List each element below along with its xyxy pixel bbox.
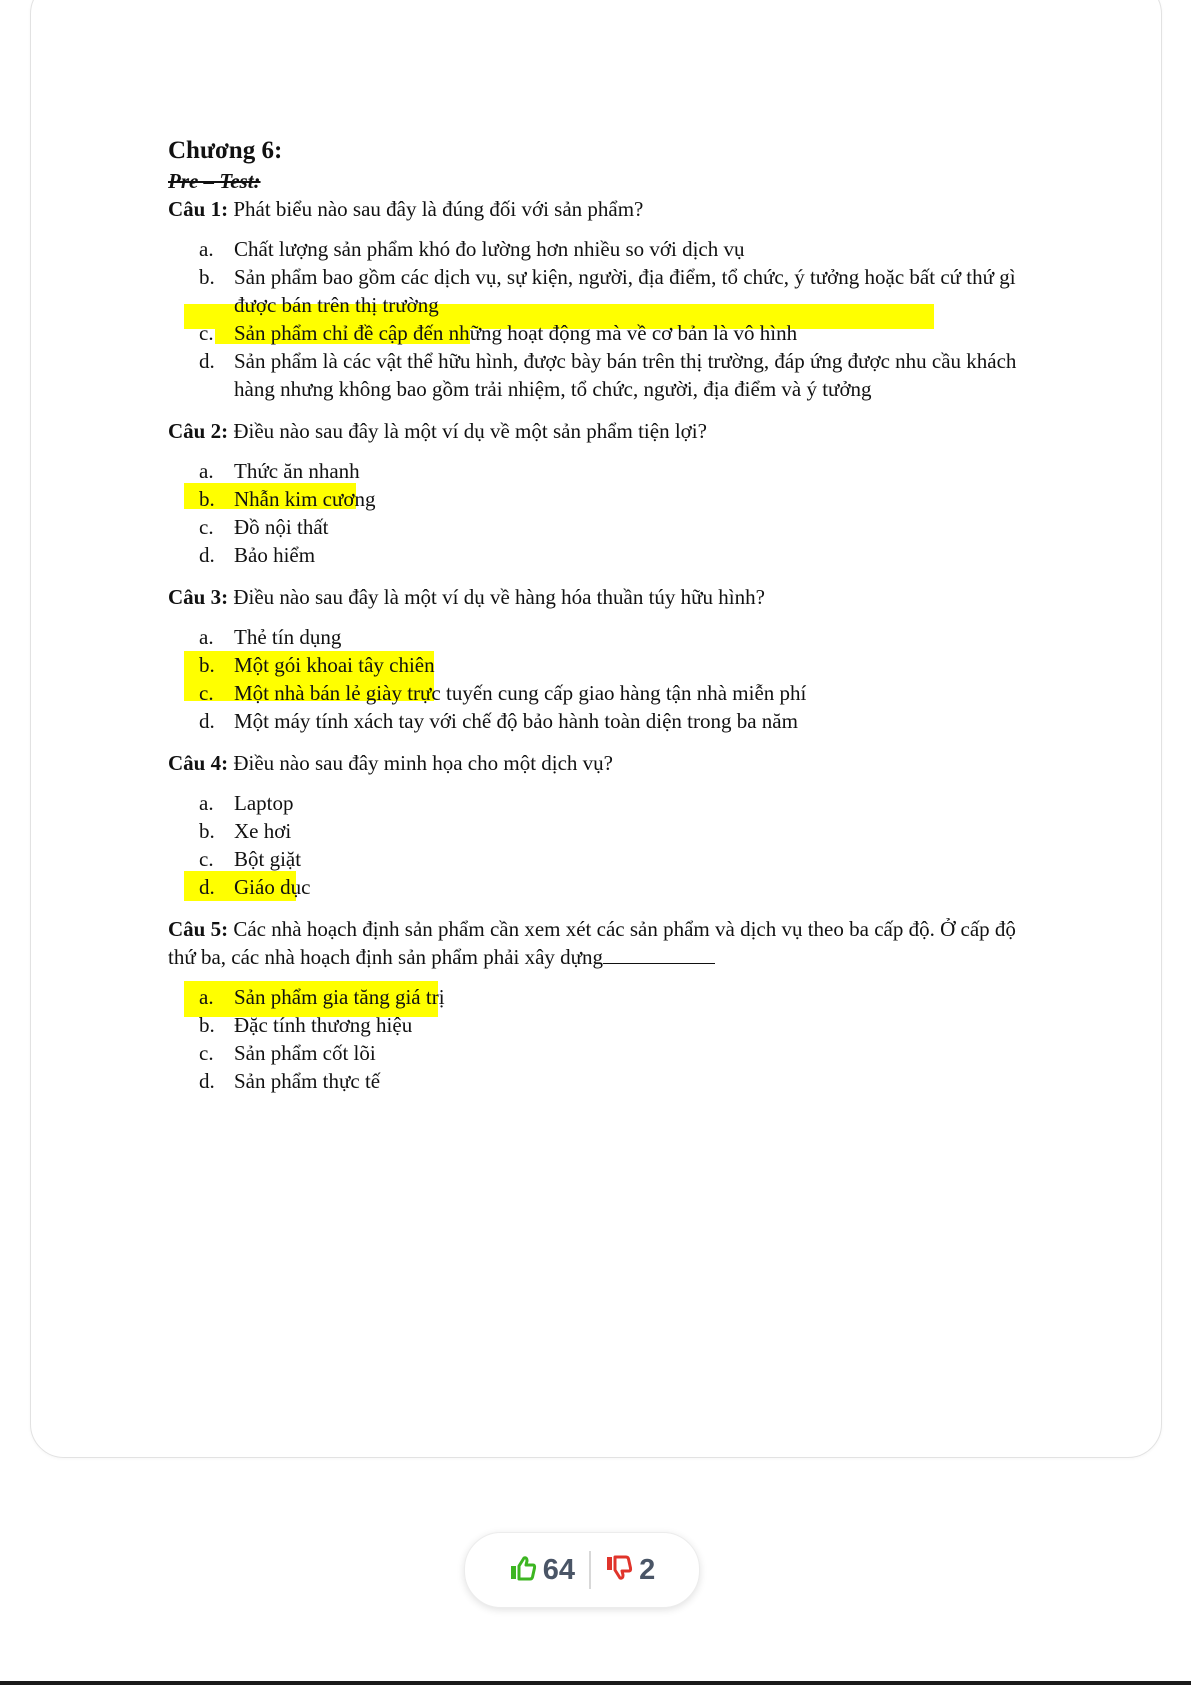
option-text: Sản phẩm thực tế [234, 1069, 381, 1093]
options-list [168, 623, 1018, 735]
like-button[interactable] [495, 1554, 589, 1587]
option-text: Đặc tính thương hiệu [234, 1013, 413, 1037]
options-list [168, 983, 1018, 1095]
option-letter: a. [199, 237, 214, 261]
option-5b [168, 1011, 1018, 1039]
options-list [168, 789, 1018, 901]
dislike-button[interactable] [591, 1554, 669, 1587]
option-letter: c. [199, 515, 214, 539]
option-text: Laptop [234, 791, 294, 815]
option-letter: c. [199, 681, 214, 705]
like-count: 64 [542, 1553, 576, 1586]
question-text: Điều nào sau đây minh họa cho một dịch vụ? [233, 751, 614, 775]
option-1a [168, 235, 1018, 263]
option-letter: d. [199, 1069, 215, 1093]
option-2a [168, 457, 1018, 485]
option-3d [168, 707, 1018, 735]
option-text: Bột giặt [234, 847, 302, 871]
option-text: Sản phẩm chỉ đề cập đến những hoạt động mà về cơ bản là vô hình [234, 321, 798, 345]
option-letter: d. [199, 349, 215, 373]
vote-bar [464, 1532, 700, 1608]
option-3a [168, 623, 1018, 651]
option-text: Thẻ tín dụng [234, 625, 342, 649]
question-4 [168, 749, 1018, 777]
document-content [168, 135, 1018, 1109]
question-label: Câu 3: [168, 585, 229, 609]
question-label: Câu 5: [168, 917, 229, 941]
question-label: Câu 1: [168, 197, 229, 221]
question-3 [168, 583, 1018, 611]
option-letter: c. [199, 1041, 214, 1065]
question-label: Câu 4: [168, 751, 229, 775]
option-text: Một nhà bán lẻ giày trực tuyến cung cấp giao hàng tận nhà miễn phí [234, 681, 807, 705]
option-5c [168, 1039, 1018, 1067]
question-text: Điều nào sau đây là một ví dụ về một sản phẩm tiện lợi? [233, 419, 707, 443]
option-text: Sản phẩm gia tăng giá trị [234, 985, 445, 1009]
question-label: Câu 2: [168, 419, 229, 443]
option-1d [168, 347, 1018, 403]
option-letter: a. [199, 625, 214, 649]
option-letter: b. [199, 1013, 215, 1037]
option-text: Sản phẩm bao gồm các dịch vụ, sự kiện, người, địa điểm, tổ chức, ý tưởng hoặc bất cứ thứ gì được bán trên thị trường [234, 265, 1016, 317]
option-text: Giáo dục [234, 875, 311, 899]
question-1 [168, 195, 1018, 223]
options-list [168, 235, 1018, 403]
option-text: Nhẫn kim cương [234, 487, 376, 511]
option-1c [168, 319, 1018, 347]
option-5a [168, 983, 1018, 1011]
option-text: Bảo hiểm [234, 543, 316, 567]
question-2 [168, 417, 1018, 445]
option-2c [168, 513, 1018, 541]
option-letter: d. [199, 543, 215, 567]
option-letter: b. [199, 265, 215, 289]
thumbs-down-icon [605, 1555, 633, 1586]
option-4d [168, 873, 1018, 901]
bottom-strip [0, 1681, 1191, 1685]
thumbs-up-icon [509, 1555, 537, 1586]
option-2d [168, 541, 1018, 569]
option-letter: b. [199, 653, 215, 677]
option-1b [168, 263, 1018, 319]
option-text: Sản phẩm là các vật thể hữu hình, được bày bán trên thị trường, đáp ứng được nhu cầu khách hàng nhưng không bao gồm trải nhiệm, tổ chức, người, địa điểm và ý tưởng [234, 349, 1017, 401]
option-text: Thức ăn nhanh [234, 459, 360, 483]
option-letter: b. [199, 487, 215, 511]
option-letter: b. [199, 819, 215, 843]
option-5d [168, 1067, 1018, 1095]
option-text: Chất lượng sản phẩm khó đo lường hơn nhiều so với dịch vụ [234, 237, 745, 261]
option-2b [168, 485, 1018, 513]
option-text: Đồ nội thất [234, 515, 329, 539]
question-text: Các nhà hoạch định sản phẩm cần xem xét các sản phẩm và dịch vụ theo ba cấp độ. Ở cấp độ thứ ba, các nhà hoạch định sản phẩm phải xây dựng [168, 917, 1016, 969]
option-text: Sản phẩm cốt lõi [234, 1041, 376, 1065]
option-letter: a. [199, 985, 214, 1009]
option-letter: c. [199, 321, 214, 345]
option-text: Một gói khoai tây chiên [234, 653, 435, 677]
option-3b [168, 651, 1018, 679]
question-text: Điều nào sau đây là một ví dụ về hàng hóa thuần túy hữu hình? [233, 585, 765, 609]
chapter-title: Chương 6: [168, 137, 283, 164]
pretest-heading: Pre – Test: [168, 169, 261, 193]
option-text: Xe hơi [234, 819, 292, 843]
options-list [168, 457, 1018, 569]
option-letter: a. [199, 459, 214, 483]
dislike-count: 2 [639, 1553, 656, 1586]
question-5 [168, 915, 1018, 971]
option-text: Một máy tính xách tay với chế độ bảo hành toàn diện trong ba năm [234, 709, 798, 733]
option-4c [168, 845, 1018, 873]
question-text: Phát biểu nào sau đây là đúng đối với sản phẩm? [233, 197, 644, 221]
option-4a [168, 789, 1018, 817]
option-4b [168, 817, 1018, 845]
option-letter: d. [199, 875, 215, 899]
option-letter: c. [199, 847, 214, 871]
option-3c [168, 679, 1018, 707]
option-letter: d. [199, 709, 215, 733]
answer-blank [603, 945, 715, 964]
option-letter: a. [199, 791, 214, 815]
